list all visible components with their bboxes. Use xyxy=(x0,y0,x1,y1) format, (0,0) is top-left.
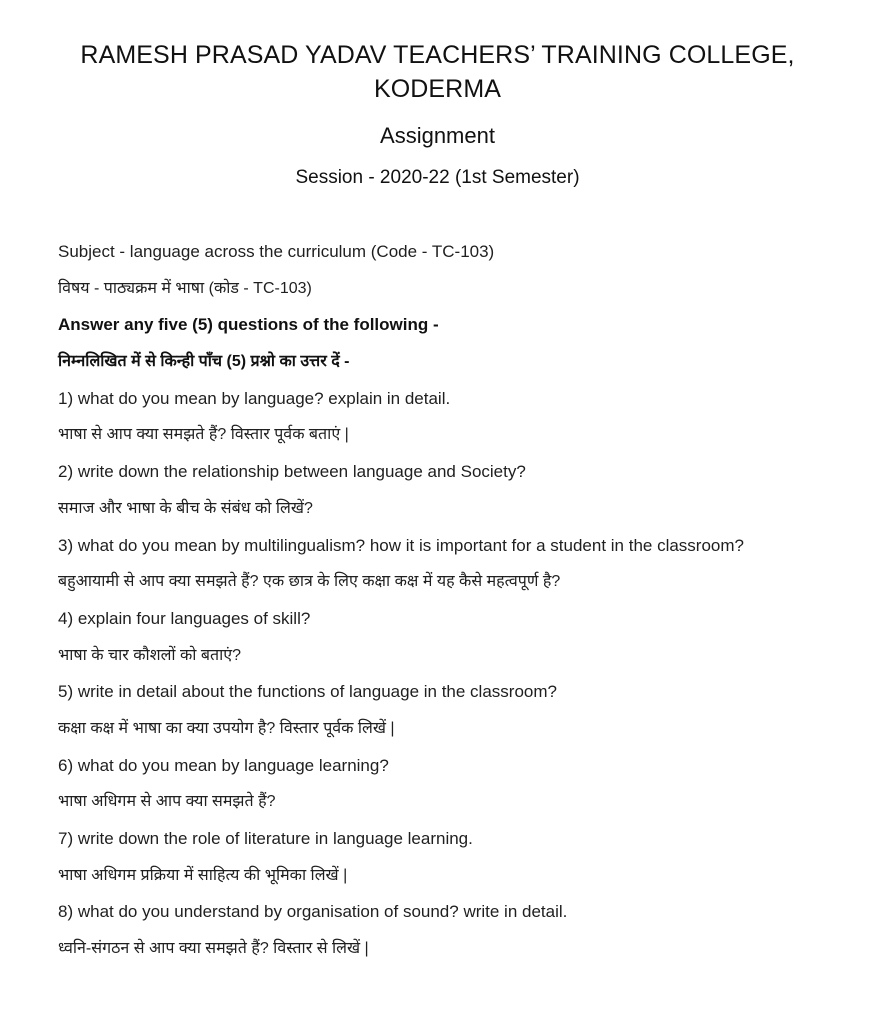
question-6-hindi: भाषा अधिगम से आप क्या समझते हैं? xyxy=(58,793,276,811)
question-5-english: 5) write in detail about the functions of language in the classroom? xyxy=(58,682,557,702)
question-5-hindi: कक्षा कक्ष में भाषा का क्या उपयोग है? विस्तार पूर्वक लिखें | xyxy=(58,719,395,737)
subject-line-hindi: विषय - पाठ्यक्रम में भाषा (कोड - TC-103) xyxy=(58,279,312,297)
question-2-english: 2) write down the relationship between language and Society? xyxy=(58,462,526,482)
college-title: RAMESH PRASAD YADAV TEACHERS’ TRAINING COLLEGE, KODERMA xyxy=(80,41,795,103)
question-8-english: 8) what do you understand by organisation of sound? write in detail. xyxy=(58,902,568,922)
assignment-body xyxy=(58,238,858,972)
question-1-english: 1) what do you mean by language? explain in detail. xyxy=(58,388,451,408)
question-7-hindi: भाषा अधिगम प्रक्रिया में साहित्य की भूमिका लिखें | xyxy=(58,866,348,884)
document-type-heading: Assignment xyxy=(380,123,495,148)
question-2-hindi: समाज और भाषा के बीच के संबंध को लिखें? xyxy=(58,499,313,517)
question-1-hindi: भाषा से आप क्या समझते हैं? विस्तार पूर्वक बताएं | xyxy=(58,426,349,444)
question-8-hindi: ध्वनि-संगठन से आप क्या समझते हैं? विस्तार से लिखें | xyxy=(58,940,369,958)
question-7-english: 7) write down the role of literature in language learning. xyxy=(58,829,473,848)
instruction-hindi: निम्नलिखित में से किन्ही पाँच (5) प्रश्नो का उत्तर दें - xyxy=(58,353,350,371)
question-4-english: 4) explain four languages of skill? xyxy=(58,608,311,628)
question-4-hindi: भाषा के चार कौशलों को बताएं? xyxy=(58,646,242,664)
question-6-english: 6) what do you mean by language learning? xyxy=(58,755,389,775)
question-3-english: 3) what do you mean by multilingualism? how it is important for a student in the classroom? xyxy=(58,535,744,555)
instruction-english: Answer any five (5) questions of the following - xyxy=(58,315,439,335)
subject-line-english: Subject - language across the curriculum (Code - TC-103) xyxy=(58,242,495,261)
session-line: Session - 2020-22 (1st Semester) xyxy=(295,167,580,188)
question-3-hindi: बहुआयामी से आप क्या समझते हैं? एक छात्र के लिए कक्षा कक्ष में यह कैसे महत्वपूर्ण है? xyxy=(58,573,561,591)
